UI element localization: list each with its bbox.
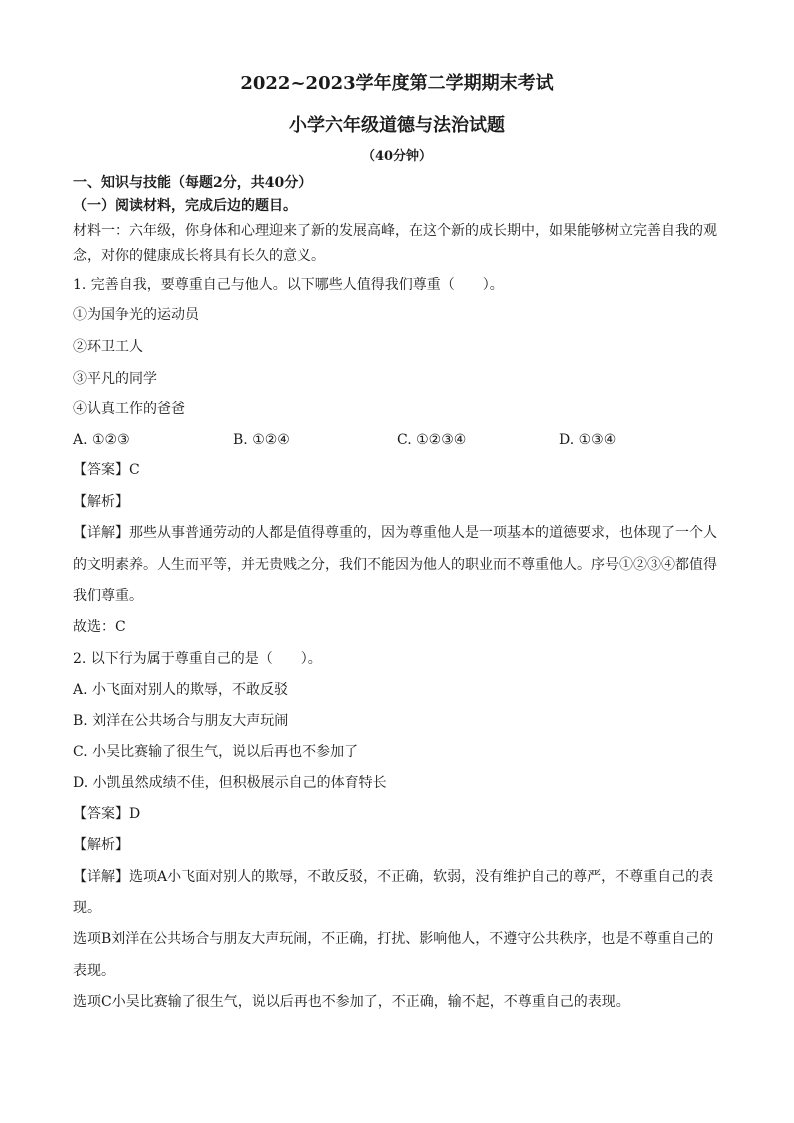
question-2-detail-line: 【详解】选项A小飞面对别人的欺辱，不敢反驳，不正确，软弱，没有维护自己的尊严，不尊重自己的表	[73, 869, 714, 885]
question-1-analysis-label: 【解析】	[73, 494, 129, 510]
question-1-choice: 故选：C	[73, 619, 126, 635]
material-text-line: 材料一：六年级，你身体和心理迎来了新的发展高峰，在这个新的成长期中，如果能够树立完善自我的观	[73, 223, 717, 239]
question-2-detail-line: 表现。	[73, 963, 115, 979]
question-1-option-a: A. ①②③	[73, 432, 130, 448]
question-1-item: ④认真工作的爸爸	[73, 401, 185, 417]
question-2-option-b: B. 刘洋在公共场合与朋友大声玩闹	[73, 713, 289, 729]
question-1-detail-line: 【详解】那些从事普通劳动的人都是值得尊重的，因为尊重他人是一项基本的道德要求，也体现了一个人	[73, 525, 717, 541]
question-2-detail-line: 现。	[73, 900, 101, 916]
question-1-answer: 【答案】C	[73, 462, 140, 478]
question-2-option-d: D. 小凯虽然成绩不佳，但积极展示自己的体育特长	[73, 775, 387, 791]
question-1-stem: 1. 完善自我，要尊重自己与他人。以下哪些人值得我们尊重（ ）。	[73, 277, 504, 293]
question-1-detail-line: 我们尊重。	[73, 588, 143, 604]
question-1-option-c: C. ①②③④	[397, 432, 467, 448]
question-2-option-c: C. 小吴比赛输了很生气，说以后再也不参加了	[73, 744, 359, 760]
question-2-detail-line: 选项B刘洋在公共场合与朋友大声玩闹，不正确，打扰、影响他人，不遵守公共秩序，也是不尊重自己的	[73, 931, 714, 947]
section-subheading: （一）阅读材料，完成后边的题目。	[73, 198, 297, 214]
question-2-answer: 【答案】D	[73, 806, 141, 822]
question-1-option-d: D. ①③④	[559, 432, 617, 448]
question-1-detail-line: 的文明素养。人生而平等，并无贵贱之分，我们不能因为他人的职业而不尊重他人。序号①②③④都值得	[73, 557, 717, 573]
exam-subtitle: 小学六年级道德与法治试题	[289, 115, 505, 136]
question-2-stem: 2. 以下行为属于尊重自己的是（ ）。	[73, 651, 322, 667]
exam-duration: （40分钟）	[361, 149, 433, 164]
question-2-option-a: A. 小飞面对别人的欺辱，不敢反驳	[73, 682, 289, 698]
question-1-option-b: B. ①②④	[233, 432, 290, 448]
exam-title: 2022~2023学年度第二学期期末考试	[240, 73, 554, 94]
section-heading: 一、知识与技能（每题2分，共40分）	[73, 175, 313, 191]
material-text-line: 念，对你的健康成长将具有长久的意义。	[73, 248, 325, 264]
question-1-item: ②环卫工人	[73, 339, 143, 355]
question-2-detail-line: 选项C小吴比赛输了很生气，说以后再也不参加了，不正确，输不起，不尊重自己的表现。	[73, 994, 630, 1010]
question-1-item: ③平凡的同学	[73, 371, 157, 387]
question-2-analysis-label: 【解析】	[73, 837, 129, 853]
question-1-item: ①为国争光的运动员	[73, 307, 199, 323]
